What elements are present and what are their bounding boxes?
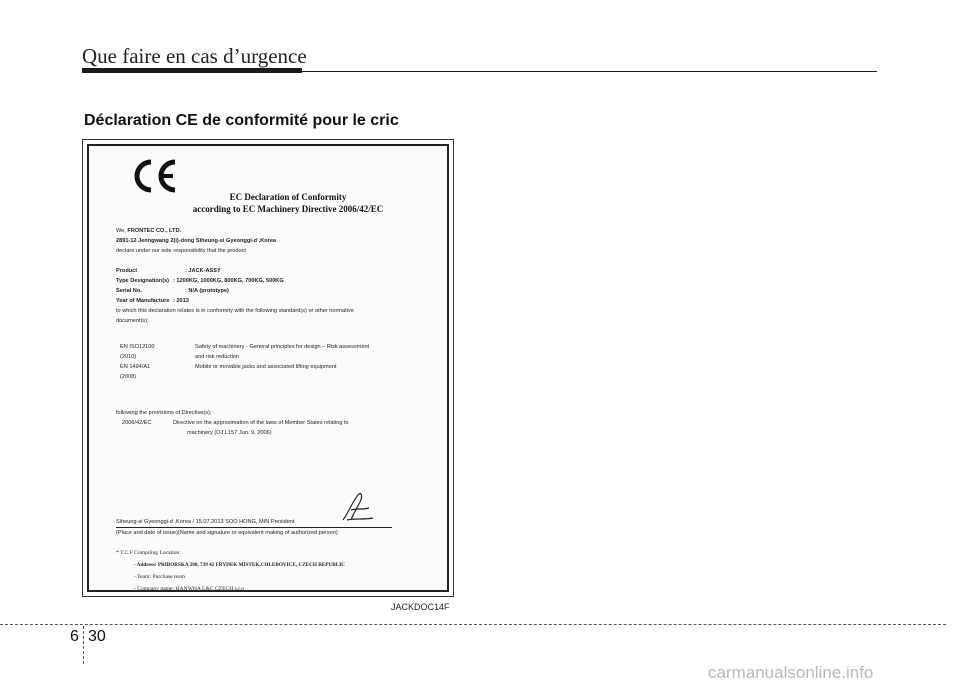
footer-vertical-divider	[83, 626, 84, 664]
product-value: : JACK-ASSY	[185, 268, 221, 274]
standard-desc: and risk reduction	[195, 354, 240, 360]
footer-dashed-rule	[0, 624, 946, 625]
year-value: : 2013	[173, 298, 189, 304]
signature-caption: (Place and date of issue)(Name and signature or equivalent making of authorized person)	[116, 530, 338, 536]
document-title-line2: according to EC Machinery Directive 2006/42/EC	[192, 204, 384, 214]
directive-line1: Directive on the approximation of the laws of Member States relating to	[173, 420, 349, 426]
serial-label: Serial No.	[116, 288, 142, 294]
section-heading: Déclaration CE de conformité pour le cric	[84, 112, 399, 129]
signature-line-text: Siheung-si Gyeonggi-d ,Korea / 15.07.2013 SOO HONG, MIN President	[116, 519, 295, 525]
document-title	[89, 191, 447, 215]
tcf-team: - Team: Purchase team	[134, 574, 185, 580]
conformity-line1: to which this declaration relates is in conformity with the following standard(s) or other normative	[116, 308, 354, 314]
directive-line2: machinery (OJ L157 Jun. 9, 2006)	[187, 430, 272, 436]
declare-line: declare under our sole responsibility that the product	[116, 248, 246, 254]
tcf-heading: * T.C.F Compiling Location:	[116, 550, 181, 556]
standard-desc: Mobile or movable jacks and associated lifting equipment	[195, 364, 337, 370]
standard-code: (2008)	[120, 374, 137, 380]
handwritten-signature	[339, 490, 375, 526]
conformity-line2: document(s);	[116, 318, 149, 324]
year-label: Year of Manufacture	[116, 298, 170, 304]
standard-code: EN ISO12100	[120, 344, 155, 350]
type-label: Type Designation(s)	[116, 278, 170, 284]
watermark-text: carmanualsonline.info	[708, 663, 874, 682]
directive-code: 2006/42/EC	[122, 420, 152, 426]
we-label: We,	[116, 228, 128, 234]
header-rule-thin	[82, 71, 877, 72]
tcf-address: - Address: PRIBORSKA 280, 739 42 FRYDEK MISTEK,CHLEBOVICE, CZECH REPUBLIC	[134, 562, 345, 568]
standard-code: EN 1494/A1	[120, 364, 151, 370]
serial-value: : N/A (prototype)	[185, 288, 229, 294]
footer-chapter-number: 6	[70, 628, 79, 645]
provisions-line: following the provisions of Directive(s);	[116, 410, 212, 416]
company-name: FRONTEC CO., LTD.	[127, 228, 182, 234]
standard-desc: Safety of machinery - General principles for design – Risk assessment	[195, 344, 370, 350]
tcf-company: - Company name: HANWHA L&C CZECH s.r.o	[134, 586, 245, 592]
document-title-line1: EC Declaration of Conformity	[229, 192, 347, 202]
standard-code: (2010)	[120, 354, 137, 360]
declaration-document-inner	[87, 144, 449, 592]
company-address: 2891-12 Jeongwang 2(i)-dong Siheung-si Gyeonggi-d ,Korea	[116, 238, 277, 244]
manufacturer-line	[116, 228, 181, 235]
page-header-title: Que faire en cas d’urgence	[82, 44, 307, 68]
product-label: Product	[116, 268, 138, 274]
ce-mark-icon	[131, 158, 179, 194]
signature-underline	[116, 527, 392, 528]
type-value: : 1200KG, 1000KG, 800KG, 700KG, 500KG	[173, 278, 284, 284]
image-caption: JACKDOC14F	[391, 602, 450, 612]
declaration-document-image	[82, 139, 454, 597]
footer-page-number: 30	[88, 628, 106, 645]
